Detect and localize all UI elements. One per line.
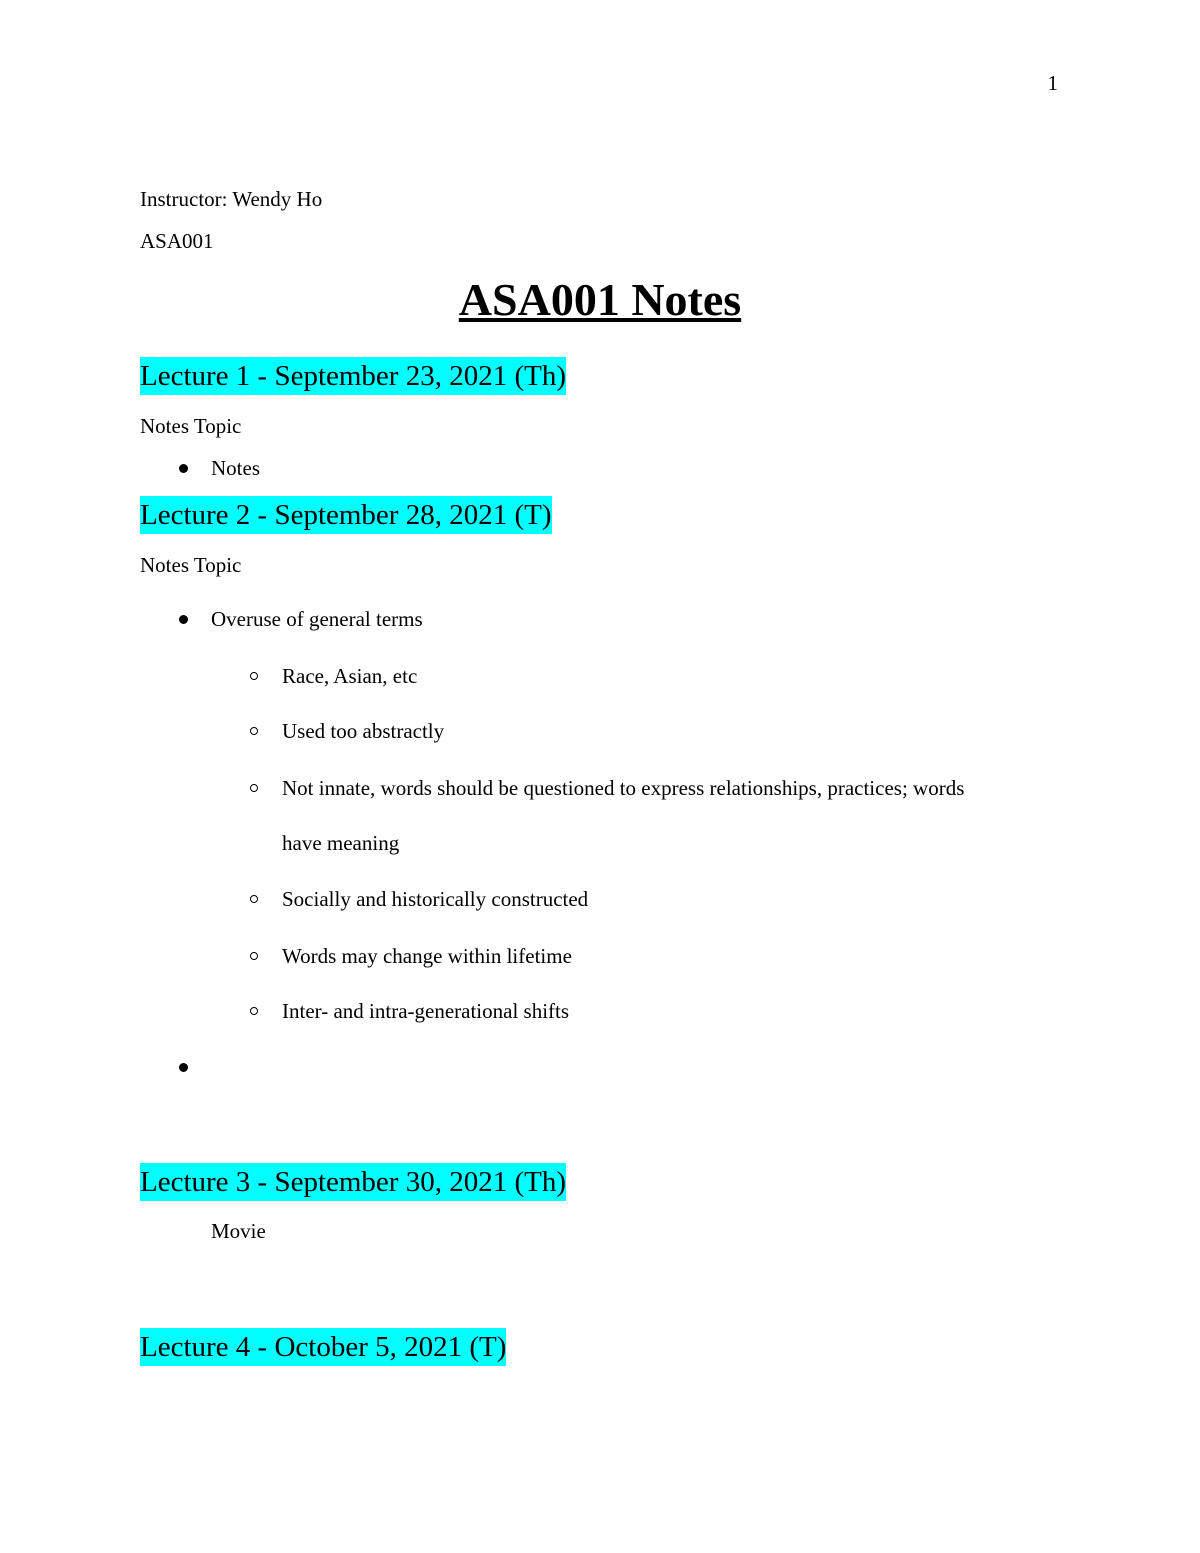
lecture-4-heading xyxy=(140,1328,508,1366)
sub-bullet: Used too abstractly xyxy=(282,719,445,743)
sub-bullet: Not innate, words should be questioned to express relationships, practices; words xyxy=(282,776,965,800)
instructor-line: Instructor: Wendy Ho xyxy=(140,187,323,211)
lecture-3-note: Movie xyxy=(211,1219,266,1243)
page-number: 1 xyxy=(1047,71,1058,95)
lecture-1-bullet: Notes xyxy=(211,456,260,480)
lecture-1-topic: Notes Topic xyxy=(140,414,242,438)
lecture-1-heading-text: Lecture 1 - September 23, 2021 (Th) xyxy=(140,357,566,395)
lecture-2-heading-text: Lecture 2 - September 28, 2021 (T) xyxy=(140,496,552,534)
bullet-circle-icon xyxy=(250,672,258,680)
lecture-3-heading-text: Lecture 3 - September 30, 2021 (Th) xyxy=(140,1163,566,1201)
bullet-circle-icon xyxy=(250,895,258,903)
lecture-1-heading xyxy=(140,357,568,395)
lecture-3-heading xyxy=(140,1163,568,1201)
bullet-circle-icon xyxy=(250,784,258,792)
empty-bullet-dot-icon xyxy=(179,1063,188,1072)
sub-bullet-continuation: have meaning xyxy=(282,831,400,855)
lecture-4-heading-text: Lecture 4 - October 5, 2021 (T) xyxy=(140,1328,506,1366)
bullet-dot-icon xyxy=(179,464,188,473)
bullet-circle-icon xyxy=(250,1007,258,1015)
bullet-dot-icon xyxy=(179,615,188,624)
bullet-circle-icon xyxy=(250,727,258,735)
sub-bullet: Socially and historically constructed xyxy=(282,887,589,911)
lecture-2-heading xyxy=(140,496,554,534)
sub-bullet: Words may change within lifetime xyxy=(282,944,572,968)
bullet-circle-icon xyxy=(250,952,258,960)
lecture-2-topic: Notes Topic xyxy=(140,553,242,577)
sub-bullet: Inter- and intra-generational shifts xyxy=(282,999,570,1023)
sub-bullet: Race, Asian, etc xyxy=(282,664,418,688)
course-code: ASA001 xyxy=(140,229,214,253)
lecture-2-bullet: Overuse of general terms xyxy=(211,607,423,631)
document-title: ASA001 Notes xyxy=(458,274,742,325)
